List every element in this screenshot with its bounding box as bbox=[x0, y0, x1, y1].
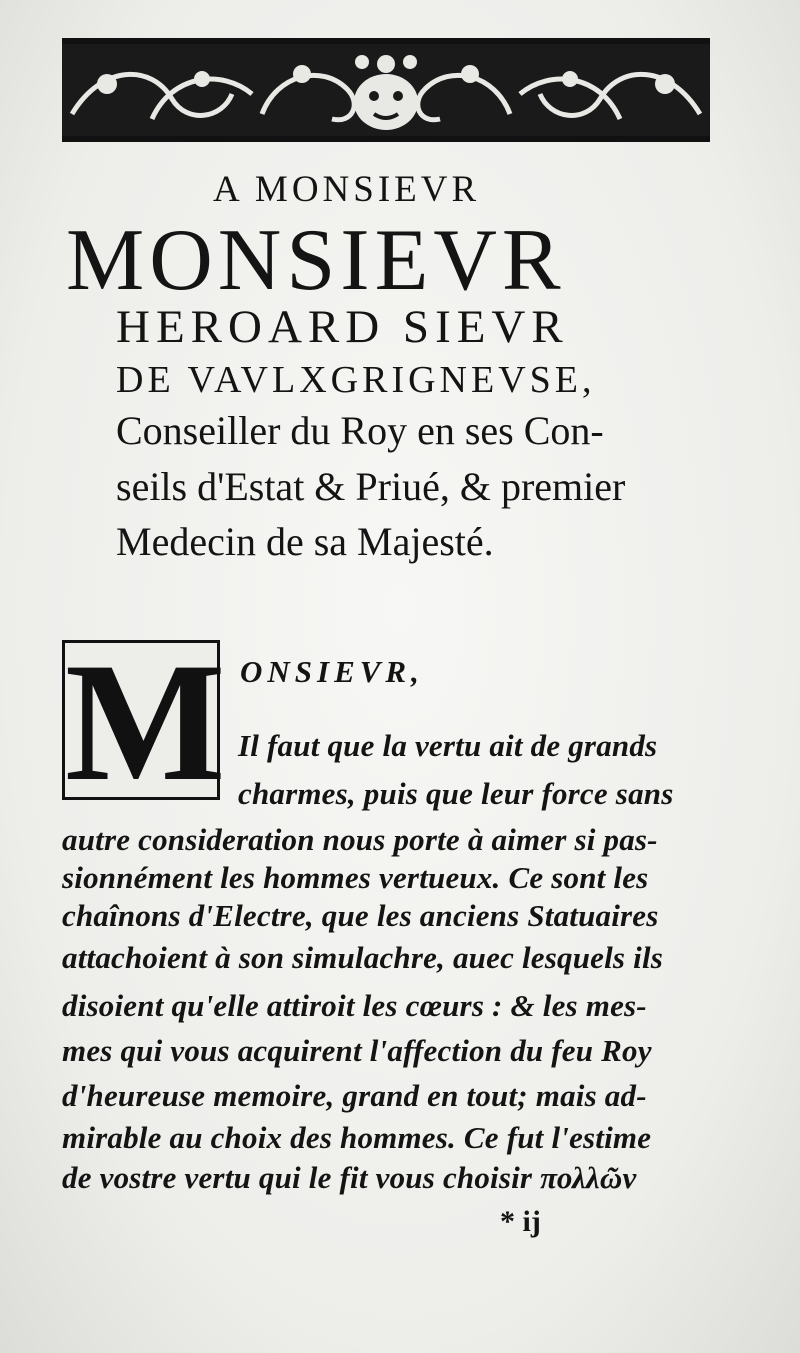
title-line-4: DE VAVLXGRIGNEVSE, bbox=[116, 359, 596, 401]
title-line-1: A MONSIEVR bbox=[213, 169, 481, 210]
ornamental-dropcap bbox=[62, 628, 226, 816]
body-line: d'heureuse memoire, grand en tout; mais ad- bbox=[62, 1078, 647, 1113]
salutation: ONSIEVR, bbox=[240, 654, 424, 689]
dropcap-letter: M bbox=[65, 628, 226, 816]
body-line: mes qui vous acquirent l'affection du feu Roy bbox=[62, 1033, 652, 1068]
floral-headpiece-icon bbox=[62, 38, 710, 142]
title-line-3: HEROARD SIEVR bbox=[116, 301, 569, 353]
title-line-2: MONSIEVR bbox=[66, 212, 566, 309]
body-line: sionnément les hommes vertueux. Ce sont les bbox=[62, 860, 649, 895]
title-line-6: seils d'Estat & Priué, & premier bbox=[116, 464, 626, 509]
title-line-7: Medecin de sa Majesté. bbox=[116, 519, 494, 564]
body-line: disoient qu'elle attiroit les cœurs : & les mes- bbox=[62, 988, 647, 1023]
body-line: mirable au choix des hommes. Ce fut l'estime bbox=[62, 1120, 652, 1155]
body-line: autre consideration nous porte à aimer si pas- bbox=[62, 822, 658, 857]
body-line: de vostre vertu qui le fit vous choisir πολλῶν bbox=[62, 1160, 637, 1195]
body-line: attachoient à son simulachre, auec lesquels ils bbox=[62, 940, 664, 975]
signature-mark: * ij bbox=[500, 1205, 541, 1238]
title-line-5: Conseiller du Roy en ses Con- bbox=[116, 408, 604, 453]
body-line: charmes, puis que leur force sans bbox=[238, 776, 674, 811]
body-line: Il faut que la vertu ait de grands bbox=[238, 728, 658, 763]
body-line: chaînons d'Electre, que les anciens Statuaires bbox=[62, 898, 659, 933]
